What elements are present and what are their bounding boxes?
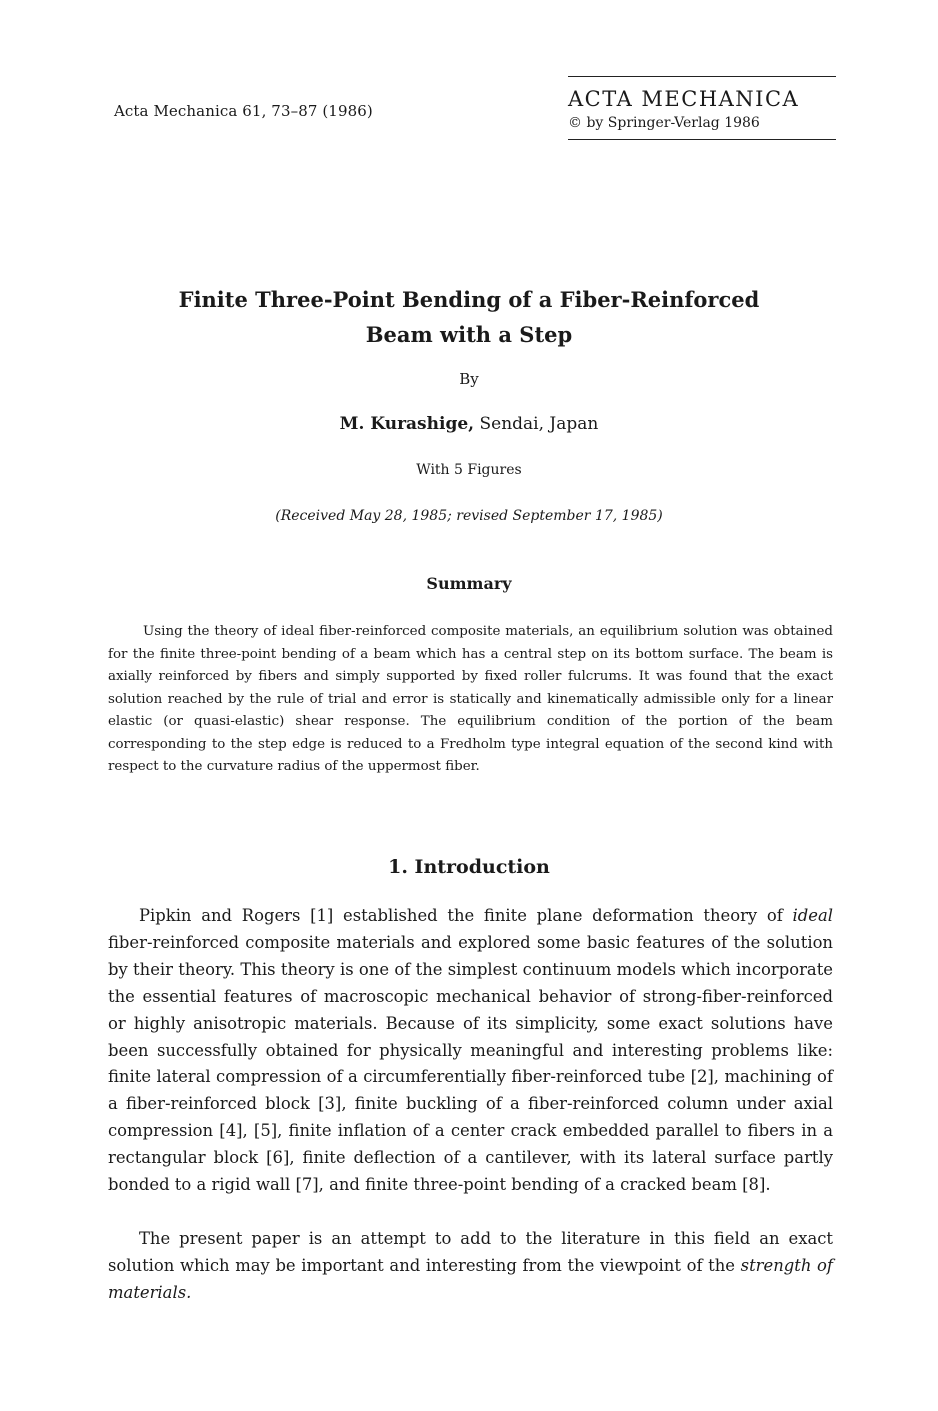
summary-text: Using the theory of ideal fiber-reinforced composite materials, an equilibrium solution was obtained for the finite three-point bending of a beam which has a central step on its bottom surface. The beam is axially reinforced by fibers and simply supported by fixed roller fulcrums. It was found that the exact solution reached by the rule of trial and error is statically and kinematically admissible only for a linear elastic (or quasi-elastic) shear response. The equilibrium condition of the portion of the beam corresponding to the step edge is reduced to a Fredholm type integral equation of the second kind with respect to the curvature radius of the uppermost fiber. bbox=[108, 624, 833, 774]
p2-part-a: The present paper is an attempt to add to the literature in this field an exact solution which may be important and interesting from the viewpoint of the bbox=[108, 1229, 833, 1275]
journal-name: ACTA MECHANICA bbox=[568, 87, 800, 111]
by-line: By bbox=[459, 370, 479, 388]
section-heading-introduction: 1. Introduction bbox=[388, 856, 550, 878]
figure-count: With 5 Figures bbox=[416, 462, 522, 478]
publisher-copyright: © by Springer-Verlag 1986 bbox=[568, 115, 760, 131]
p2-emphasis: strength of materials. bbox=[108, 1255, 833, 1302]
author-line bbox=[0, 414, 938, 434]
p1-part-a: Pipkin and Rogers [1] established the finite plane deformation theory of bbox=[139, 906, 793, 925]
p1-part-b: fiber-reinforced composite materials and explored some basic features of the solution by their theory. This theory is one of the simplest continuum models which incorporate the essential features of macroscopic mechanical behavior of strong-fiber-reinforced or highly anisotropic materials. Because of its simplicity, some exact solutions have been successfully obtained for physically meaningful and interesting problems like: finite lateral compression of a circumferentially fiber-reinforced tube [2], machining of a fiber-reinforced block [3], finite buckling of a fiber-reinforced column under axial compression [4], [5], finite inflation of a center crack embedded parallel to fibers in a rectangular block [6], finite deflection of a cantilever, with its lateral surface partly bonded to a rigid wall [7], and finite three-point bending of a cracked beam [8]. bbox=[108, 932, 833, 1195]
author-location: Sendai, Japan bbox=[474, 414, 599, 434]
article-title bbox=[100, 282, 838, 352]
introduction-paragraph-1 bbox=[108, 903, 833, 1199]
introduction-paragraph-2 bbox=[108, 1226, 833, 1307]
title-line-2: Beam with a Step bbox=[365, 322, 573, 347]
title-line-1: Finite Three-Point Bending of a Fiber-Reinforced bbox=[178, 287, 760, 312]
p1-emphasis: ideal bbox=[792, 906, 833, 925]
summary-heading: Summary bbox=[426, 574, 512, 593]
author-name: M. Kurashige, bbox=[339, 414, 475, 434]
journal-reference: Acta Mechanica 61, 73–87 (1986) bbox=[114, 102, 373, 120]
journal-masthead bbox=[568, 76, 836, 140]
received-dates: (Received May 28, 1985; revised September 17, 1985) bbox=[275, 508, 663, 524]
